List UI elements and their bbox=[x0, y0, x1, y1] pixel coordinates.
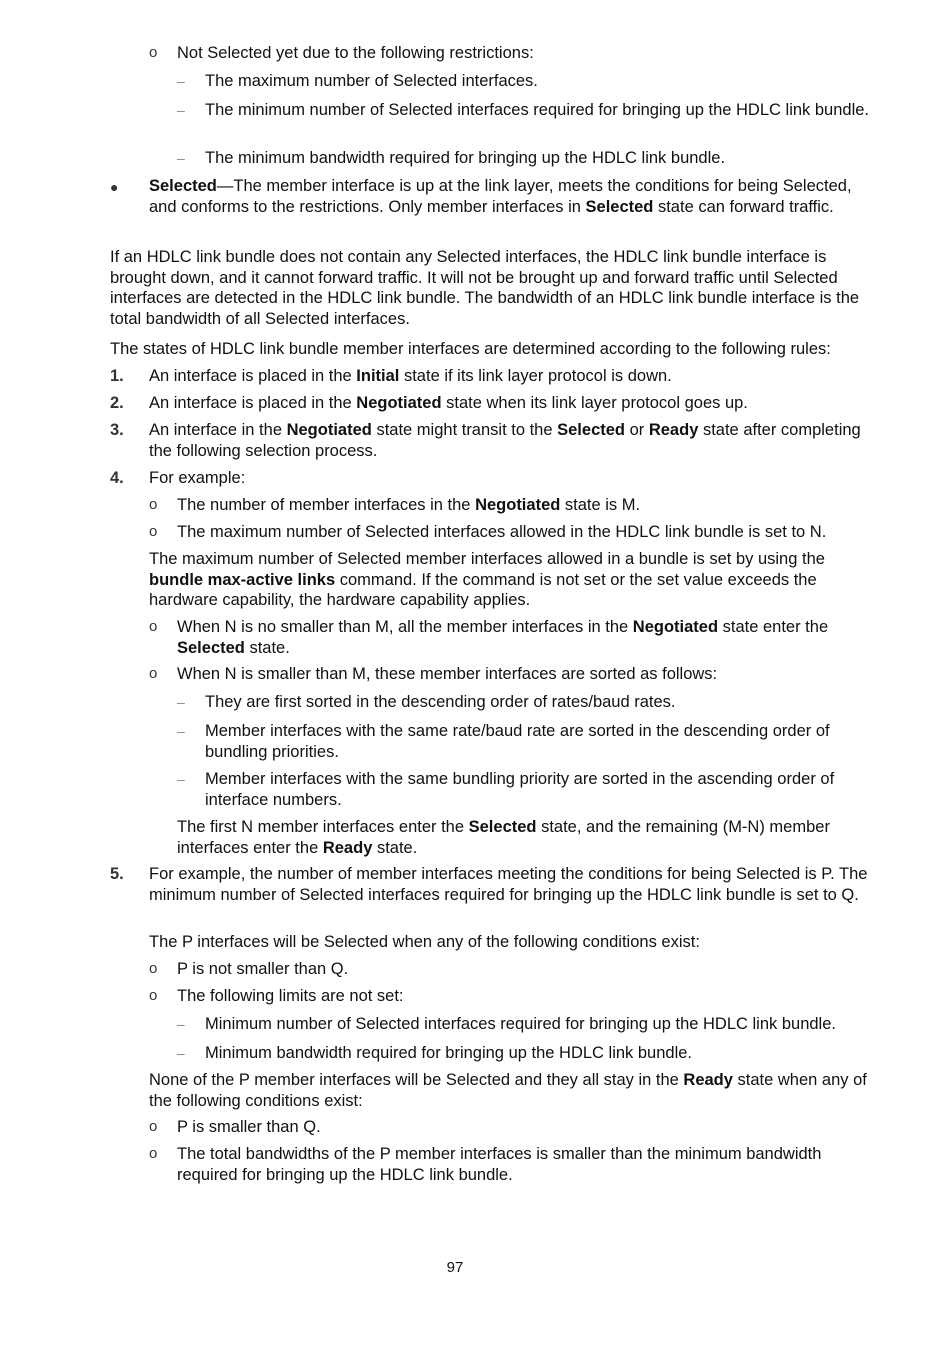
text: An interface is placed in the bbox=[149, 394, 357, 412]
text: If an HDLC link bundle does not contain any Selected interfaces, the HDLC link bundle interface is brought down, and it cannot forward traffic. It will not be brought up and forward traffic until Selected interfaces are detected in the HDLC link bundle. The bandwidth of an HDLC link bundle interface is the total bandwidth of all Selected interfaces. bbox=[110, 248, 860, 328]
paragraph bbox=[149, 1070, 877, 1111]
text: state, and the remaining (M-N) member interfaces enter the bbox=[177, 818, 830, 857]
circle-bullet-icon: o bbox=[149, 523, 158, 540]
paragraph bbox=[149, 549, 877, 611]
text: When N is no smaller than M, all the member interfaces in the bbox=[177, 618, 633, 636]
list-item bbox=[205, 71, 877, 92]
text: The maximum number of Selected interfaces. bbox=[205, 72, 538, 90]
list-item bbox=[149, 864, 877, 905]
text: The maximum number of Selected interfaces allowed in the HDLC link bundle is set to N. bbox=[177, 523, 827, 541]
bold-term: Ready bbox=[648, 421, 699, 439]
text: When N is smaller than M, these member interfaces are sorted as follows: bbox=[177, 665, 718, 683]
bold-term: Negotiated bbox=[632, 618, 719, 636]
text: The minimum number of Selected interfaces required for bringing up the HDLC link bundle. bbox=[205, 101, 870, 119]
text: state when any of the following conditions exist: bbox=[149, 1071, 867, 1110]
bold-term: Ready bbox=[683, 1071, 733, 1089]
circle-bullet-icon: o bbox=[149, 665, 158, 682]
list-item bbox=[177, 959, 877, 980]
list-item bbox=[205, 769, 877, 810]
list-item bbox=[177, 986, 877, 1007]
circle-bullet-icon: o bbox=[149, 987, 158, 1004]
list-item bbox=[177, 1144, 877, 1185]
bold-term: Selected bbox=[585, 197, 654, 216]
list-item bbox=[205, 100, 877, 121]
text: P is smaller than Q. bbox=[177, 1118, 321, 1136]
text: state can forward traffic. bbox=[653, 197, 834, 216]
text: The first N member interfaces enter the bbox=[177, 818, 469, 836]
bold-term: Negotiated bbox=[356, 394, 442, 412]
list-item bbox=[205, 721, 877, 762]
dash-bullet-icon: – bbox=[177, 1045, 185, 1061]
bold-term: Selected bbox=[468, 818, 537, 836]
paragraph bbox=[110, 339, 880, 360]
list-item bbox=[177, 522, 877, 543]
list-item bbox=[177, 617, 877, 658]
text: For example: bbox=[149, 469, 246, 487]
text: The maximum number of Selected member interfaces allowed in a bundle is set by using the bbox=[149, 550, 825, 568]
list-item bbox=[205, 1014, 877, 1035]
bold-term: Selected bbox=[177, 638, 245, 657]
text: state if its link layer protocol is down. bbox=[399, 367, 672, 385]
list-item bbox=[177, 495, 877, 516]
bold-term: Ready bbox=[322, 838, 373, 857]
text: state when its link layer protocol goes up. bbox=[441, 394, 748, 412]
text: An interface is placed in the bbox=[149, 367, 357, 385]
list-item bbox=[177, 1117, 877, 1138]
circle-bullet-icon: o bbox=[149, 44, 158, 61]
list-item bbox=[149, 366, 877, 387]
list-number: 2. bbox=[110, 394, 124, 412]
circle-bullet-icon: o bbox=[149, 1118, 158, 1135]
bold-term: Selected bbox=[149, 177, 217, 195]
text: The states of HDLC link bundle member interfaces are determined according to the following rules: bbox=[110, 340, 831, 358]
text: state after completing the following selection process. bbox=[149, 421, 861, 460]
list-number: 5. bbox=[110, 865, 124, 883]
list-item bbox=[177, 43, 877, 64]
text: An interface in the bbox=[149, 421, 287, 439]
text: For example, the number of member interfaces meeting the conditions for being Selected is P. The minimum number of Selected interfaces required for bringing up the HDLC link bundle is set to Q. bbox=[149, 865, 868, 904]
dash-bullet-icon: – bbox=[177, 1016, 185, 1032]
text: The P interfaces will be Selected when any of the following conditions exist: bbox=[149, 933, 700, 951]
list-item bbox=[149, 393, 877, 414]
list-item bbox=[149, 468, 877, 489]
bold-term: Selected bbox=[557, 421, 625, 439]
list-item bbox=[149, 420, 877, 461]
text: Not Selected yet due to the following restrictions: bbox=[177, 44, 534, 62]
dash-bullet-icon: – bbox=[177, 150, 185, 166]
circle-bullet-icon: o bbox=[149, 960, 158, 977]
circle-bullet-icon: o bbox=[149, 618, 158, 635]
text: They are first sorted in the descending order of rates/baud rates. bbox=[205, 693, 676, 711]
circle-bullet-icon: o bbox=[149, 1145, 158, 1162]
text: state. bbox=[244, 638, 290, 657]
text: command. If the command is not set or the set value exceeds the hardware capability, the hardware capability applies. bbox=[149, 570, 817, 609]
dash-bullet-icon: – bbox=[177, 771, 185, 787]
text: Member interfaces with the same bundling priority are sorted in the ascending order of interface numbers. bbox=[205, 770, 835, 809]
bold-term: Negotiated bbox=[475, 496, 561, 514]
text: or bbox=[625, 421, 649, 439]
list-item bbox=[177, 664, 877, 685]
command-name: bundle max-active links bbox=[149, 570, 336, 589]
list-number: 1. bbox=[110, 367, 124, 385]
text: The following limits are not set: bbox=[177, 987, 404, 1005]
text: Member interfaces with the same rate/baud rate are sorted in the descending order of bundling priorities. bbox=[205, 722, 830, 761]
paragraph bbox=[177, 817, 877, 858]
text: P is not smaller than Q. bbox=[177, 960, 349, 978]
list-item bbox=[205, 148, 877, 169]
text: state. bbox=[372, 838, 418, 857]
dash-bullet-icon: – bbox=[177, 102, 185, 118]
text: The total bandwidths of the P member interfaces is smaller than the minimum bandwidth required for bringing up the HDLC link bundle. bbox=[177, 1145, 822, 1184]
bold-term: Negotiated bbox=[286, 421, 372, 439]
list-item bbox=[149, 176, 877, 217]
bullet-icon: ● bbox=[110, 179, 119, 195]
text: None of the P member interfaces will be Selected and they all stay in the bbox=[149, 1071, 684, 1089]
list-item bbox=[205, 1043, 877, 1064]
paragraph bbox=[149, 932, 877, 953]
dash-bullet-icon: – bbox=[177, 694, 185, 710]
text: The number of member interfaces in the bbox=[177, 496, 476, 514]
bold-term: Initial bbox=[356, 367, 400, 385]
dash-bullet-icon: – bbox=[177, 723, 185, 739]
text: The minimum bandwidth required for bringing up the HDLC link bundle. bbox=[205, 149, 726, 167]
list-number: 3. bbox=[110, 421, 124, 439]
text: —The member interface is up at the link layer, meets the conditions for being Selected, and conforms to the restrictions. Only member interfaces in bbox=[149, 177, 852, 216]
text: Minimum bandwidth required for bringing up the HDLC link bundle. bbox=[205, 1044, 693, 1062]
list-number: 4. bbox=[110, 469, 124, 487]
text: state is M. bbox=[560, 496, 641, 514]
page-number: 97 bbox=[446, 1259, 464, 1276]
paragraph bbox=[110, 247, 880, 329]
dash-bullet-icon: – bbox=[177, 73, 185, 89]
circle-bullet-icon: o bbox=[149, 496, 158, 513]
list-item bbox=[205, 692, 877, 713]
text: state enter the bbox=[718, 618, 829, 636]
text: Minimum number of Selected interfaces required for bringing up the HDLC link bundle. bbox=[205, 1015, 836, 1033]
text: state might transit to the bbox=[371, 421, 558, 439]
